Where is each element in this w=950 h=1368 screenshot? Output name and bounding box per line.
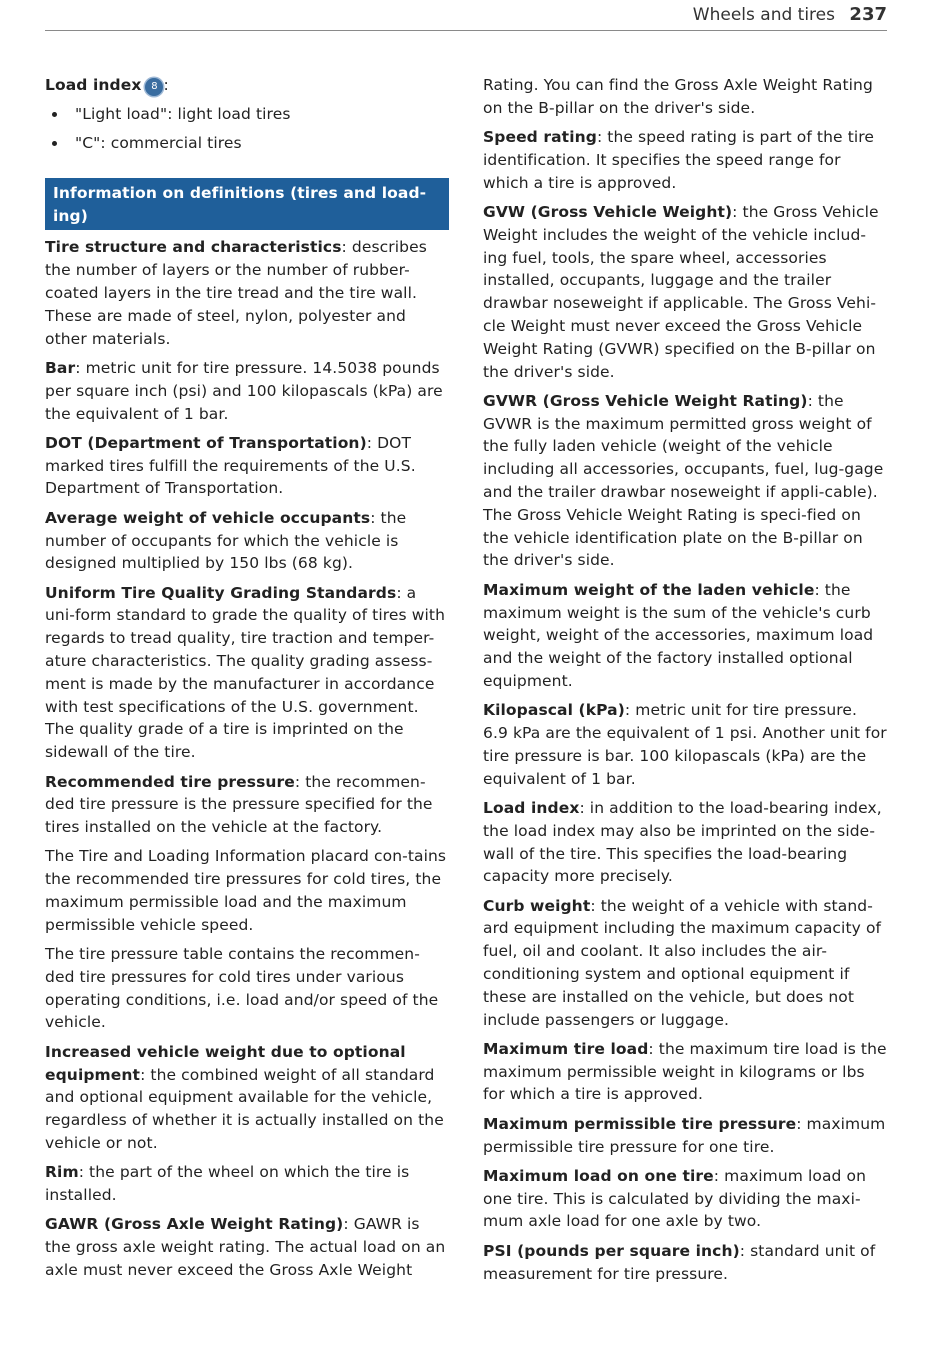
definition-text: : the weight of a vehicle with stand-ard equipment including the maximum capacity of fuel, oil and coolant. It also includes the air-conditioning system and optional equipment if these are installed on the vehicle, but does not include passengers or luggage. — [483, 896, 882, 1029]
definition-text: : the recommen-ded tire pressure is the pressure specified for the tires installed on the vehicle at the factory. — [45, 772, 433, 837]
left-column — [45, 74, 449, 1288]
definition-text: : a uni-form standard to grade the quality of tires with regards to tread quality, tire traction and temper-ature characteristics. The quality grading assess-ment is made by the manufacturer in accordance with test specifications of the U.S. government. The quality grade of a tire is imprinted on the sidewall of the tire. — [45, 583, 446, 762]
load-index-label: Load index — [45, 76, 142, 94]
definition-text: : the GVWR is the maximum permitted gross weight of the fully laden vehicle (weight of the vehicle including all accessories, occupants, fuel, lug-gage and the trailer drawbar noseweight if appli-cable). The Gross Vehicle Weight Rating is speci-fied on the vehicle identification plate on the B-pillar on the driver's side. — [483, 391, 884, 570]
definition-term: GVWR (Gross Vehicle Weight Rating) — [483, 391, 808, 410]
definition-paragraph — [45, 943, 449, 1034]
definition-text: : the speed rating is part of the tire identification. It specifies the speed range for which a tire is approved. — [483, 128, 875, 192]
definition-paragraph — [483, 74, 887, 120]
section-heading: Information on definitions (tires and load-ing) — [45, 178, 449, 231]
definition-text: : maximum load on one tire. This is calculated by dividing the maxi-mum axle load for one axle by two. — [483, 1166, 867, 1231]
definition-paragraph — [45, 582, 449, 764]
right-definitions — [483, 74, 887, 1285]
definition-paragraph — [483, 797, 887, 888]
definition-term: Recommended tire pressure — [45, 772, 295, 791]
definition-paragraph — [45, 845, 449, 936]
page-number: 237 — [849, 4, 887, 25]
definition-term: PSI (pounds per square inch) — [483, 1241, 740, 1260]
definition-paragraph — [45, 771, 449, 839]
definition-term: DOT (Department of Transportation) — [45, 433, 367, 452]
definition-term: Uniform Tire Quality Grading Standards — [45, 583, 397, 602]
definition-text: The tire pressure table contains the recommen-ded tire pressures for cold tires under various operating conditions, i.e. load and/or speed of the vehicle. — [45, 945, 439, 1032]
definition-text: : GAWR is the gross axle weight rating. The actual load on an axle must never exceed the Gross Axle Weight — [45, 1215, 446, 1279]
definition-text: : metric unit for tire pressure. 14.5038 pounds per square inch (psi) and 100 kilopascals (kPa) are the equivalent of 1 bar. — [45, 358, 443, 423]
definition-text: : maximum permissible tire pressure for one tire. — [483, 1114, 886, 1156]
list-item: "Light load": light load tires — [45, 103, 449, 126]
definition-text: Rating. You can find the Gross Axle Weight Rating on the B-pillar on the driver's side. — [483, 76, 873, 117]
definition-text: : in addition to the load-bearing index, the load index may also be imprinted on the side-wall of the tire. This specifies the load-bearing capacity more precisely. — [483, 798, 882, 886]
definition-paragraph — [483, 126, 887, 194]
definition-paragraph — [483, 579, 887, 693]
definition-term: Rim — [45, 1163, 79, 1182]
definition-term: Maximum permissible tire pressure — [483, 1114, 797, 1133]
left-definitions — [45, 236, 449, 1281]
definition-paragraph — [45, 1161, 449, 1207]
right-column — [483, 74, 887, 1292]
definition-term: Maximum load on one tire — [483, 1166, 714, 1185]
definition-term: Average weight of vehicle occupants — [45, 508, 371, 527]
definition-paragraph — [45, 236, 449, 350]
definition-text: : the combined weight of all standard and optional equipment available for the vehicle, regardless of whether it is actually installed on the vehicle or not. — [45, 1065, 444, 1152]
definition-text: The Tire and Loading Information placard con-tains the recommended tire pressures for cold tires, the maximum permissible load and the maximum permissible vehicle speed. — [45, 847, 447, 934]
definition-term: Tire structure and characteristics — [45, 238, 342, 257]
definition-text: : the number of occupants for which the vehicle is designed multiplied by 150 lbs (68 kg). — [45, 508, 407, 573]
definition-text: : DOT marked tires fulfill the requirements of the U.S. Department of Transportation. — [45, 433, 416, 498]
definition-paragraph — [45, 507, 449, 575]
load-index-heading — [45, 74, 449, 97]
definition-paragraph — [45, 1213, 449, 1281]
definition-term: Load index — [483, 798, 580, 817]
definition-paragraph — [45, 432, 449, 500]
header-section-title: Wheels and tires — [692, 5, 835, 25]
definition-term: Increased vehicle weight due to optional equipment — [45, 1042, 406, 1084]
list-item: "C": commercial tires — [45, 132, 449, 155]
callout-number-badge: 8 — [145, 78, 163, 96]
definition-paragraph — [483, 1240, 887, 1286]
definition-term: Kilopascal (kPa) — [483, 701, 625, 720]
definition-text: : the maximum tire load is the maximum permissible weight in kilograms or lbs for which a tire is approved. — [483, 1039, 887, 1104]
definition-term: Curb weight — [483, 896, 591, 915]
definition-text: : describes the number of layers or the number of rubber-coated layers in the tire tread and the tire wall. These are made of steel, nylon, polyester and other materials. — [45, 238, 427, 348]
load-index-list — [45, 103, 449, 155]
load-index-colon: : — [163, 76, 169, 94]
definition-term: GAWR (Gross Axle Weight Rating) — [45, 1215, 344, 1234]
definition-paragraph — [483, 1165, 887, 1233]
definition-text: : the maximum weight is the sum of the vehicle's curb weight, weight of the accessories, maximum load and the weight of the factory installed optional equipment. — [483, 580, 874, 690]
definition-text: : the part of the wheel on which the tire is installed. — [45, 1163, 410, 1205]
definition-term: GVW (Gross Vehicle Weight) — [483, 202, 733, 221]
definition-text: : the Gross Vehicle Weight includes the weight of the vehicle includ-ing fuel, tools, the spare wheel, accessories installed, occupants, luggage and the trailer drawbar noseweight if applicable. The Gross Vehi-cle Weight must never exceed the Gross Vehicle Weight Rating (GVWR) specified on the B-pillar on the driver's side. — [483, 202, 879, 381]
definition-paragraph — [483, 1113, 887, 1159]
definition-text: : standard unit of measurement for tire pressure. — [483, 1241, 876, 1283]
definition-paragraph — [483, 895, 887, 1032]
definition-paragraph — [45, 357, 449, 425]
page-header — [45, 0, 887, 31]
definition-paragraph — [483, 201, 887, 383]
definition-term: Maximum weight of the laden vehicle — [483, 580, 815, 599]
definition-paragraph — [483, 1038, 887, 1106]
definition-term: Speed rating — [483, 128, 597, 147]
definition-paragraph — [483, 390, 887, 572]
definition-term: Maximum tire load — [483, 1039, 649, 1058]
definition-text: : metric unit for tire pressure. 6.9 kPa are the equivalent of 1 psi. Another unit for tire pressure is bar. 100 kilopascals (kPa) are the equivalent of 1 bar. — [483, 701, 887, 788]
definition-paragraph — [45, 1041, 449, 1155]
definition-paragraph — [483, 699, 887, 790]
definition-term: Bar — [45, 358, 76, 377]
